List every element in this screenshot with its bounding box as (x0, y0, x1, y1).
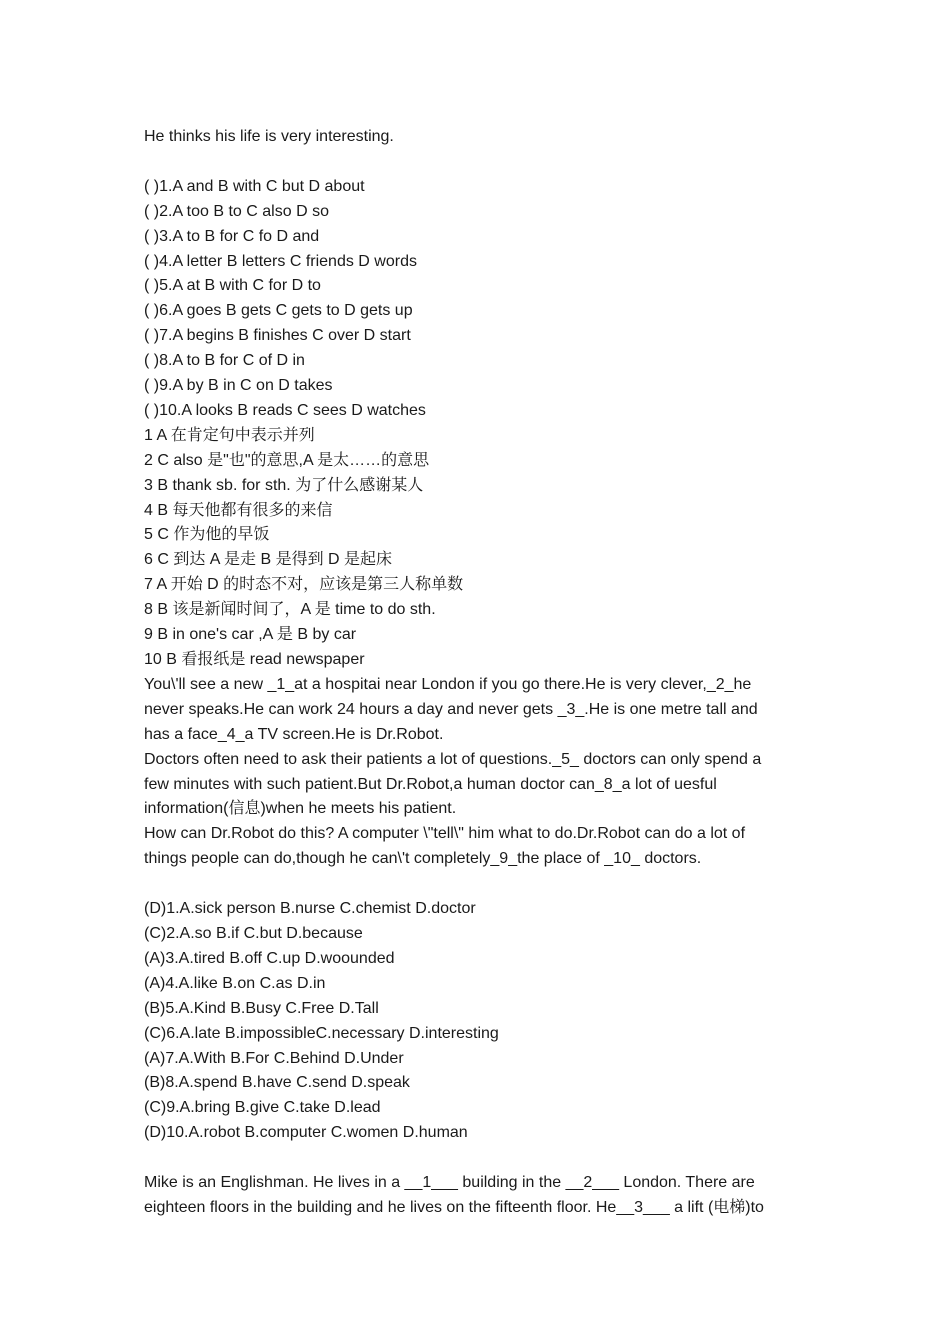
passage-line: has a face_4_a TV screen.He is Dr.Robot. (144, 725, 444, 743)
question-line: ( )6.A goes B gets C gets to D gets up (144, 302, 413, 320)
answer-line: 10 B 看报纸是 read newspaper (144, 651, 365, 669)
passage2 (144, 673, 804, 872)
passage-line: Mike is an Englishman. He lives in a __1___ building in the __2___ London. There are (144, 1174, 755, 1192)
question-line: ( )9.A by B in C on D takes (144, 377, 333, 395)
passage3 (144, 1171, 804, 1221)
passage-line: eighteen floors in the building and he lives on the fifteenth floor. He__3___ a lift (电梯)to (144, 1198, 764, 1216)
answer-line: (A)3.A.tired B.off C.up D.woounded (144, 949, 395, 967)
answer-line: (C)6.A.late B.impossibleC.necessary D.interesting (144, 1024, 499, 1042)
passage2-answers (144, 897, 804, 1146)
passage-line: things people can do,though he can\'t completely_9_the place of _10_ doctors. (144, 850, 702, 868)
question-line: ( )10.A looks B reads C sees D watches (144, 401, 426, 419)
answer-line: 6 C 到达 A 是走 B 是得到 D 是起床 (144, 551, 393, 569)
answer-line: 2 C also 是"也"的意思,A 是太……的意思 (144, 451, 430, 469)
passage-line: Doctors often need to ask their patients a lot of questions._5_ doctors can only spend a (144, 750, 762, 768)
question-line: ( )8.A to B for C of D in (144, 352, 305, 370)
passage-line: information(信息)when he meets his patient. (144, 800, 457, 818)
section1-questions (144, 175, 804, 424)
answer-line: (A)4.A.like B.on C.as D.in (144, 974, 326, 992)
answer-line: (D)1.A.sick person B.nurse C.chemist D.doctor (144, 900, 476, 918)
blank-line (144, 150, 804, 175)
answer-line: 7 A 开始 D 的时态不对，应该是第三人称单数 (144, 576, 464, 594)
question-line: ( )7.A begins B finishes C over D start (144, 327, 411, 345)
passage-line: few minutes with such patient.But Dr.Robot,a human doctor can_8_a lot of uesful (144, 775, 717, 793)
answer-line: (D)10.A.robot B.computer C.women D.human (144, 1124, 468, 1142)
passage-line: never speaks.He can work 24 hours a day and never gets _3_.He is one metre tall and (144, 700, 758, 718)
passage-line: You\'ll see a new _1_at a hospitai near London if you go there.He is very clever,_2_he (144, 675, 752, 693)
answer-line: 1 A 在肯定句中表示并列 (144, 426, 315, 444)
passage-line: How can Dr.Robot do this? A computer \"tell\" him what to do.Dr.Robot can do a lot of (144, 825, 746, 843)
intro-line: He thinks his life is very interesting. (144, 128, 394, 145)
section1-answers (144, 424, 804, 673)
document-body (144, 125, 804, 1221)
question-line: ( )4.A letter B letters C friends D words (144, 252, 417, 270)
answer-line: (C)2.A.so B.if C.but D.because (144, 924, 363, 942)
answer-line: (C)9.A.bring B.give C.take D.lead (144, 1099, 381, 1117)
answer-line: (A)7.A.With B.For C.Behind D.Under (144, 1049, 404, 1067)
answer-line: 8 B 该是新闻时间了，A 是 time to do sth. (144, 601, 436, 619)
blank-line (144, 1146, 804, 1171)
question-line: ( )3.A to B for C fo D and (144, 227, 320, 245)
question-line: ( )1.A and B with C but D about (144, 177, 365, 195)
question-line: ( )2.A too B to C also D so (144, 202, 329, 220)
answer-line: 4 B 每天他都有很多的来信 (144, 501, 333, 519)
answer-line: 3 B thank sb. for sth. 为了什么感谢某人 (144, 476, 424, 494)
answer-line: 9 B in one's car ,A 是 B by car (144, 626, 357, 644)
answer-line: 5 C 作为他的早饭 (144, 526, 270, 544)
question-line: ( )5.A at B with C for D to (144, 277, 321, 295)
answer-line: (B)8.A.spend B.have C.send D.speak (144, 1074, 410, 1092)
blank-line (144, 872, 804, 897)
answer-line: (B)5.A.Kind B.Busy C.Free D.Tall (144, 999, 379, 1017)
